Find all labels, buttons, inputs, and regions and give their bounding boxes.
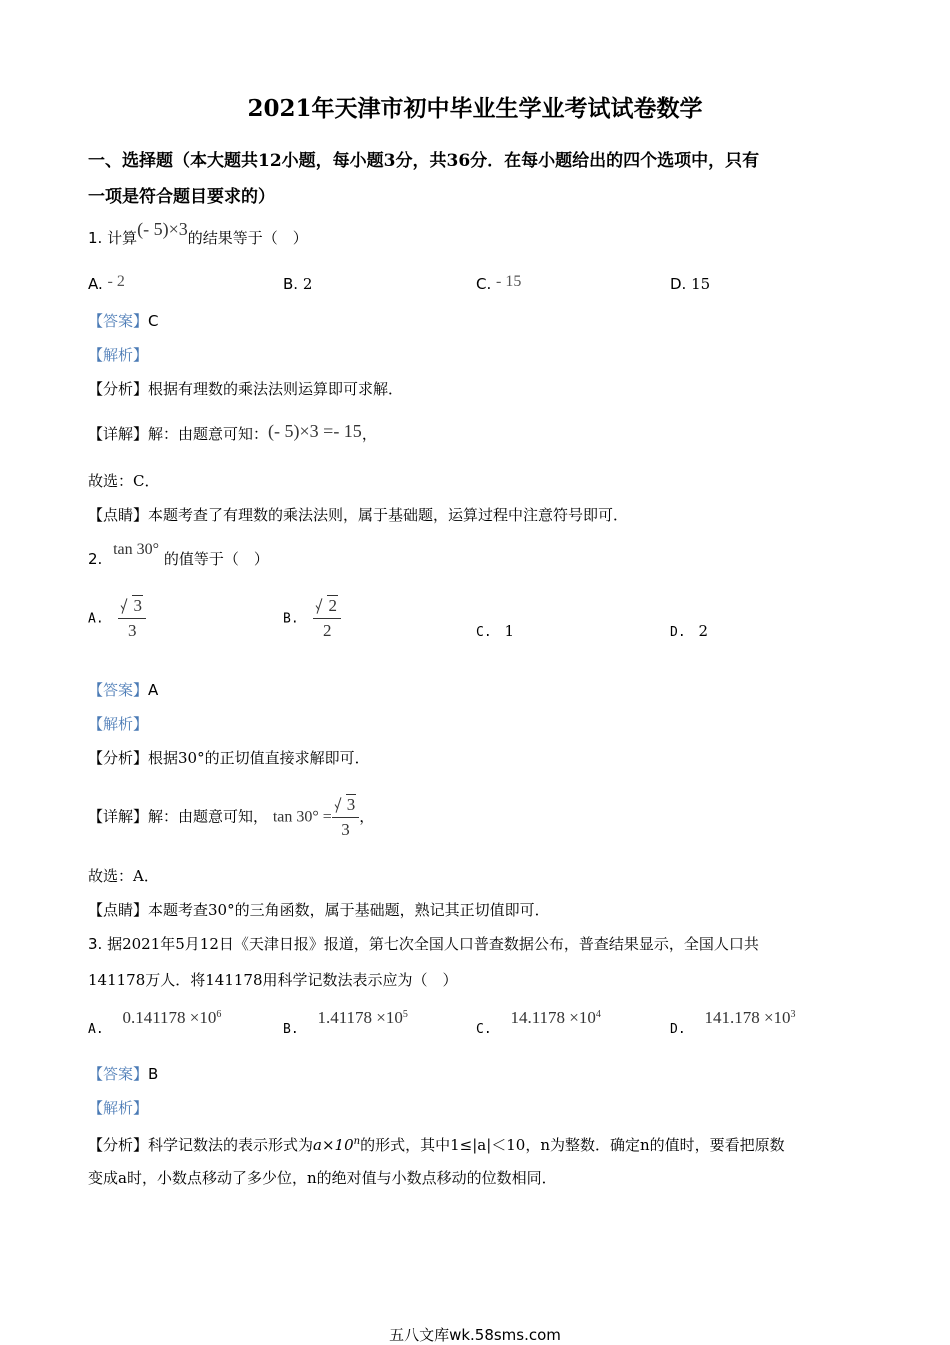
q3-option-c-exponent: 4	[595, 1009, 601, 1020]
q1-comment	[88, 505, 628, 525]
q1-answer	[88, 311, 159, 331]
q3-analysis-formula-exponent: n	[353, 1136, 361, 1147]
q1-detail-expression: (- 5)×3 =- 15	[268, 421, 362, 441]
q2-detail	[88, 795, 374, 840]
q1-comment-tag: 【点睛】	[88, 506, 149, 524]
q2-option-d-value: 2	[698, 622, 708, 640]
q3-option-a-mantissa: 0.141178 ×10	[122, 1008, 217, 1027]
q1-option-d	[670, 275, 710, 293]
q2-answer	[88, 680, 158, 700]
q2-option-c-label: C.	[476, 625, 492, 640]
q3-option-d	[670, 1008, 796, 1037]
q1-option-b	[283, 275, 312, 293]
q1-option-a	[88, 275, 125, 294]
q2-option-a-numerator: 3	[133, 596, 142, 615]
q2-detail-numerator: 3	[346, 795, 356, 814]
q1-number: 1.	[88, 229, 103, 247]
q3-answer-value: B	[148, 1065, 159, 1083]
q1-stem-post: 的结果等于（ ）	[187, 229, 308, 247]
q2-option-b	[283, 596, 341, 641]
q2-option-b-label: B.	[283, 611, 299, 627]
q3-stem-line2: 141178万人．将141178用科学记数法表示应为（ ）	[88, 971, 458, 989]
q2-detail-tag: 【详解】	[88, 807, 149, 826]
q1-analysis-text: 根据有理数的乘法法则运算即可求解．	[148, 380, 404, 398]
q2-analysis-text: 根据30°的正切值直接求解即可．	[148, 749, 370, 767]
q3-analysis-line1-a: 科学记数法的表示形式为	[148, 1136, 314, 1154]
q3-number: 3.	[88, 935, 103, 953]
q2-option-d-label: D.	[670, 625, 686, 640]
q3-option-a-label: A.	[88, 1022, 104, 1037]
q3-option-d-mantissa: 141.178 ×10	[704, 1008, 791, 1027]
q2-option-a-fraction	[118, 596, 146, 641]
q1-choose: 故选：C．	[88, 472, 160, 490]
q1-comment-text: 本题考查了有理数的乘法法则，属于基础题，运算过程中注意符号即可．	[148, 506, 629, 524]
q2-analysis	[88, 748, 370, 768]
q2-option-a-label: A.	[88, 611, 104, 627]
q1-option-c-value: - 15	[496, 273, 522, 290]
q3-analysis-line2: 变成a时，小数点移动了多少位，n的绝对值与小数点移动的位数相同．	[88, 1169, 557, 1187]
q2-answer-value: A	[148, 681, 159, 699]
q2-option-a-denominator: 3	[127, 621, 137, 640]
q1-detail	[88, 423, 377, 444]
q2-comment-text: 本题考查30°的三角函数，属于基础题，熟记其正切值即可．	[148, 901, 550, 919]
q3-option-d-exponent: 3	[790, 1009, 796, 1020]
q1-detail-pre: 解：由题意可知：	[148, 425, 269, 443]
q1-option-c	[476, 275, 521, 294]
q2-option-b-fraction	[313, 596, 341, 641]
q2-detail-lhs: tan 30° =	[272, 808, 332, 826]
q1-analysis	[88, 379, 403, 399]
q1-option-d-label: D.	[670, 275, 687, 293]
section-heading-line1: 一、选择题（本大题共12小题，每小题3分，共36分．在每小题给出的四个选项中，只有	[88, 151, 760, 171]
q1-detail-post: ，	[361, 425, 377, 443]
q3-analysis-formula: a×10	[313, 1136, 354, 1154]
q3-answer	[88, 1064, 158, 1084]
q3-analysis-line1	[88, 1132, 785, 1155]
q1-analysis-tag: 【分析】	[88, 380, 149, 398]
q1-answer-value: C	[148, 312, 159, 330]
q2-detail-fraction	[332, 795, 360, 840]
q3-option-a-exponent: 6	[216, 1009, 222, 1020]
q1-stem	[88, 219, 308, 248]
q2-option-d	[670, 622, 708, 640]
q1-option-b-label: B.	[283, 275, 299, 293]
q3-analysis-line1-c: 的形式，其中1≤|a|＜10，n为整数．确定n的值时，要看把原数	[360, 1136, 785, 1154]
q2-option-c	[476, 622, 514, 640]
q2-option-b-numerator: 2	[328, 596, 337, 615]
q2-jiexi-tag: 【解析】	[88, 715, 149, 733]
q2-analysis-tag: 【分析】	[88, 749, 149, 767]
q1-option-c-label: C.	[476, 275, 492, 293]
q2-option-a	[88, 596, 146, 641]
q3-option-b	[283, 1008, 408, 1037]
q1-option-b-value: 2	[302, 275, 313, 293]
q3-jiexi-tag: 【解析】	[88, 1099, 149, 1117]
q2-option-c-value: 1	[504, 622, 514, 640]
q1-stem-pre: 计算	[107, 229, 138, 247]
q3-option-b-mantissa: 1.41178 ×10	[317, 1008, 403, 1027]
q3-option-b-exponent: 5	[402, 1009, 408, 1020]
q3-option-c	[476, 1008, 601, 1037]
q3-option-d-label: D.	[670, 1022, 686, 1037]
q2-option-b-denominator: 2	[322, 621, 332, 640]
q2-comment	[88, 900, 550, 920]
page-footer: 五八文库wk.58sms.com	[389, 1326, 561, 1344]
q3-option-b-label: B.	[283, 1022, 299, 1037]
q3-option-c-mantissa: 14.1178 ×10	[510, 1008, 596, 1027]
q2-choose: 故选：A．	[88, 867, 159, 885]
q2-detail-denominator: 3	[341, 820, 350, 839]
q1-option-d-value: 15	[691, 275, 711, 293]
q2-comment-tag: 【点睛】	[88, 901, 149, 919]
q2-answer-tag: 【答案】	[88, 681, 149, 699]
q3-stem-line1-text: 据2021年5月12日《天津日报》报道，第七次全国人口普查数据公布，普查结果显示，全国人口共	[107, 935, 759, 953]
q3-option-a	[88, 1008, 222, 1037]
q1-jiexi-tag: 【解析】	[88, 346, 149, 364]
q1-detail-tag: 【详解】	[88, 425, 149, 443]
q3-option-c-label: C.	[476, 1022, 492, 1037]
q1-expression: (- 5)×3	[137, 219, 188, 239]
q2-number: 2.	[88, 550, 103, 568]
q3-analysis-tag: 【分析】	[88, 1136, 149, 1154]
q1-option-a-label: A.	[88, 275, 103, 293]
section-heading-line2: 一项是符合题目要求的）	[88, 187, 275, 207]
q1-answer-tag: 【答案】	[88, 312, 149, 330]
q3-answer-tag: 【答案】	[88, 1065, 149, 1083]
q3-stem-line1	[88, 934, 759, 954]
q2-stem	[88, 541, 269, 570]
page-title: 2021年天津市初中毕业生学业考试试卷数学	[247, 95, 703, 122]
q2-expression: tan 30°	[113, 541, 160, 558]
q1-option-a-value: - 2	[107, 273, 125, 290]
q2-detail-pre: 解：由题意可知，	[148, 807, 269, 826]
q2-detail-post: ，	[359, 807, 375, 826]
q2-stem-post: 的值等于（ ）	[163, 550, 269, 568]
